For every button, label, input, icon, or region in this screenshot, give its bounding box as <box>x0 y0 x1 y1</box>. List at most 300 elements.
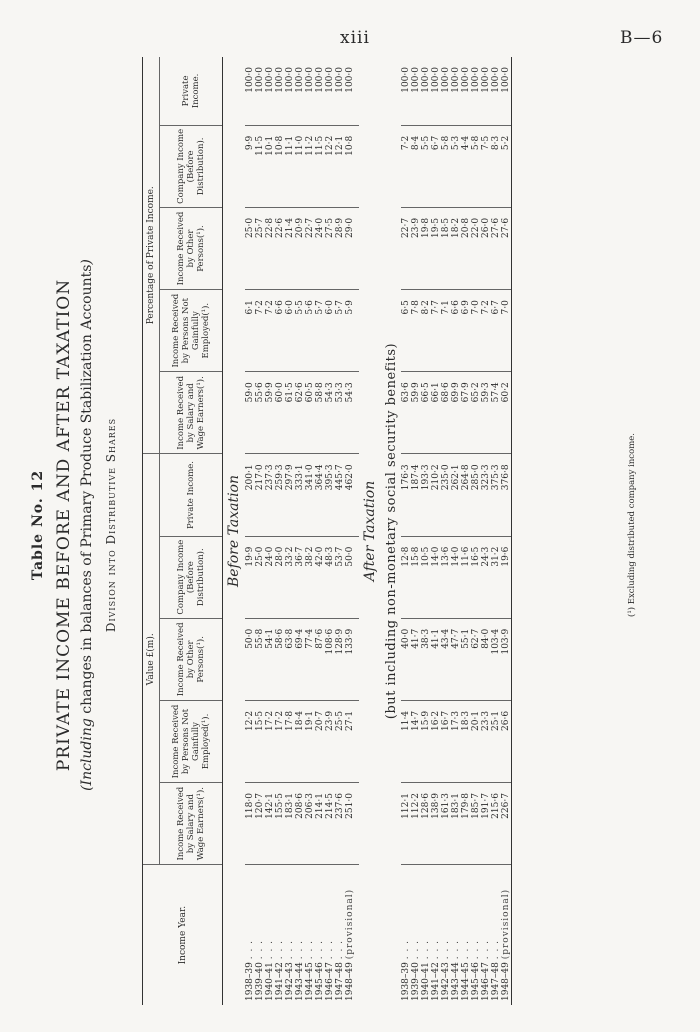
company-value-cell: 19·6 <box>501 536 512 618</box>
col-other-pct: Income Received by Other Persons(¹). <box>160 207 223 289</box>
salary-value-cell: 155·5 <box>275 783 285 865</box>
company-value-cell: 36·7 <box>295 536 305 618</box>
not-employed-pct-cell: 5·7 <box>335 290 345 372</box>
subtitle-italic: Including <box>79 718 95 786</box>
leader-dots: . . . <box>451 939 461 960</box>
after-taxation-row <box>461 57 471 1005</box>
after-taxation-row <box>411 57 421 1005</box>
income-year-cell <box>491 865 501 1005</box>
private-pct-cell: 100·0 <box>285 57 295 125</box>
income-year-cell <box>315 865 325 1005</box>
salary-pct-cell: 59·3 <box>481 372 491 454</box>
private-value-cell: 375·3 <box>491 454 501 536</box>
salary-pct-cell: 66·1 <box>431 372 441 454</box>
company-value-cell: 42·0 <box>315 536 325 618</box>
company-value-cell: 14·0 <box>431 536 441 618</box>
salary-pct-cell: 63·6 <box>401 372 411 454</box>
leader-dots: (provisional) <box>345 888 355 960</box>
leader-dots: . . . <box>275 939 285 960</box>
company-pct-cell: 10·8 <box>345 125 355 207</box>
income-year-cell <box>245 865 255 1005</box>
other-value-cell: 63·8 <box>285 618 295 700</box>
other-value-cell: 55·8 <box>255 618 265 700</box>
year-label: 1943–44 <box>295 962 305 1001</box>
not-employed-pct-cell: 7·0 <box>471 290 481 372</box>
other-pct-cell: 29·0 <box>345 207 355 289</box>
not-employed-pct-cell: 6·7 <box>491 290 501 372</box>
private-value-cell: 395·3 <box>325 454 335 536</box>
other-value-cell: 40·0 <box>401 618 411 700</box>
income-year-cell <box>335 865 345 1005</box>
other-value-cell: 103·4 <box>491 618 501 700</box>
company-pct-cell: 11·5 <box>315 125 325 207</box>
other-value-cell: 54·1 <box>265 618 275 700</box>
before-taxation-row <box>255 57 265 1005</box>
after-taxation-row <box>451 57 461 1005</box>
company-pct-cell: 11·1 <box>285 125 295 207</box>
other-pct-cell: 18·2 <box>451 207 461 289</box>
company-value-cell: 19·9 <box>245 536 255 618</box>
income-year-cell <box>421 865 431 1005</box>
other-pct-cell: 27·6 <box>501 207 512 289</box>
subtitle-rest: changes in balances of Primary Produce Stabilization Accounts <box>79 264 95 714</box>
section-before-taxation-row <box>223 57 246 1005</box>
leader-dots: . . . <box>305 939 315 960</box>
leader-dots: (provisional) <box>501 888 511 960</box>
private-pct-cell: 100·0 <box>245 57 255 125</box>
private-pct-cell: 100·0 <box>275 57 285 125</box>
company-pct-cell: 7·5 <box>481 125 491 207</box>
leader-dots: . . . <box>285 939 295 960</box>
income-year-cell <box>461 865 471 1005</box>
other-value-cell: 43·4 <box>441 618 451 700</box>
leader-dots: . . . <box>265 939 275 960</box>
income-year-cell <box>325 865 335 1005</box>
private-value-cell: 364·4 <box>315 454 325 536</box>
company-pct-cell: 8·3 <box>491 125 501 207</box>
page-code: B—6 <box>620 28 664 48</box>
other-pct-cell: 21·4 <box>285 207 295 289</box>
salary-value-cell: 120·7 <box>255 783 265 865</box>
salary-pct-cell: 66·5 <box>421 372 431 454</box>
col-other-value: Income Received by Other Persons(¹). <box>160 618 223 700</box>
not-employed-value-cell: 18·3 <box>461 700 471 782</box>
column-header-row <box>160 57 223 1005</box>
table-title: PRIVATE INCOME BEFORE AND AFTER TAXATION <box>54 278 74 772</box>
company-value-cell: 33·2 <box>285 536 295 618</box>
not-employed-value-cell: 16·7 <box>441 700 451 782</box>
not-employed-pct-cell: 6·0 <box>285 290 295 372</box>
company-pct-cell: 5·5 <box>421 125 431 207</box>
col-salary-value: Income Received by Salary and Wage Earners(¹). <box>160 783 223 865</box>
salary-pct-cell: 59·9 <box>411 372 421 454</box>
not-employed-value-cell: 17·2 <box>265 700 275 782</box>
income-year-cell <box>275 865 285 1005</box>
other-value-cell: 38·3 <box>421 618 431 700</box>
salary-pct-cell: 65·2 <box>471 372 481 454</box>
other-value-cell: 50·0 <box>245 618 255 700</box>
salary-value-cell: 128·6 <box>421 783 431 865</box>
not-employed-value-cell: 17·2 <box>275 700 285 782</box>
salary-value-cell: 112·2 <box>411 783 421 865</box>
other-value-cell: 77·4 <box>305 618 315 700</box>
year-label: 1942–43 <box>441 962 451 1001</box>
year-label: 1941–42 <box>275 962 285 1001</box>
private-value-cell: 210·2 <box>431 454 441 536</box>
salary-value-cell: 214·1 <box>315 783 325 865</box>
salary-value-cell: 191·7 <box>481 783 491 865</box>
section-after-taxation: After Taxation <box>362 480 378 582</box>
col-not-employed-pct: Income Received by Persons Not Gainfully Employed(¹). <box>160 290 223 372</box>
private-value-cell: 259·3 <box>275 454 285 536</box>
not-employed-value-cell: 20·1 <box>471 700 481 782</box>
income-year-cell <box>481 865 491 1005</box>
not-employed-pct-cell: 6·1 <box>245 290 255 372</box>
salary-pct-cell: 60·5 <box>305 372 315 454</box>
year-label: 1945–46 <box>471 962 481 1001</box>
company-pct-cell: 7·2 <box>401 125 411 207</box>
private-value-cell: 462·0 <box>345 454 355 536</box>
company-value-cell: 15·8 <box>411 536 421 618</box>
leader-dots: . . . <box>315 939 325 960</box>
not-employed-pct-cell: 6·0 <box>325 290 335 372</box>
private-pct-cell: 100·0 <box>491 57 501 125</box>
before-taxation-row <box>295 57 305 1005</box>
company-value-cell: 11·6 <box>461 536 471 618</box>
not-employed-pct-cell: 7·1 <box>441 290 451 372</box>
salary-value-cell: 183·1 <box>451 783 461 865</box>
private-value-cell: 193·3 <box>421 454 431 536</box>
company-value-cell: 53·7 <box>335 536 345 618</box>
footnote: (¹) Excluding distributed company income. <box>627 433 637 617</box>
company-value-cell: 25·0 <box>255 536 265 618</box>
other-pct-cell: 22·8 <box>265 207 275 289</box>
leader-dots: . . . <box>441 939 451 960</box>
division-heading: Division into Distributive Shares <box>104 417 118 633</box>
other-pct-cell: 22·0 <box>471 207 481 289</box>
before-taxation-row <box>285 57 295 1005</box>
private-pct-cell: 100·0 <box>325 57 335 125</box>
not-employed-value-cell: 26·6 <box>501 700 512 782</box>
col-not-employed-value: Income Received by Persons Not Gainfully Employed(¹). <box>160 700 223 782</box>
not-employed-value-cell: 25·5 <box>335 700 345 782</box>
rotated-table-page <box>30 45 670 1005</box>
not-employed-pct-cell: 7·0 <box>501 290 512 372</box>
table-number: Table No. 12 <box>30 469 46 581</box>
leader-dots: . . . <box>411 939 421 960</box>
not-employed-pct-cell: 5·9 <box>345 290 355 372</box>
not-employed-value-cell: 23·9 <box>325 700 335 782</box>
before-taxation-row <box>335 57 345 1005</box>
after-taxation-row <box>431 57 441 1005</box>
leader-dots: . . . <box>431 939 441 960</box>
other-value-cell: 41·7 <box>411 618 421 700</box>
col-private-value: Private Income. <box>160 454 223 536</box>
year-label: 1948–49 <box>501 962 511 1001</box>
private-pct-cell: 100·0 <box>451 57 461 125</box>
income-year-cell <box>285 865 295 1005</box>
leader-dots: . . . <box>335 939 345 960</box>
company-pct-cell: 5·8 <box>471 125 481 207</box>
other-pct-cell: 28·9 <box>335 207 345 289</box>
income-year-cell <box>471 865 481 1005</box>
company-value-cell: 31·2 <box>491 536 501 618</box>
other-pct-cell: 18·5 <box>441 207 451 289</box>
private-value-cell: 264·8 <box>461 454 471 536</box>
leader-dots: . . . <box>325 939 335 960</box>
other-value-cell: 128·9 <box>335 618 345 700</box>
not-employed-pct-cell: 6·5 <box>401 290 411 372</box>
other-value-cell: 103·9 <box>501 618 512 700</box>
company-pct-cell: 10·8 <box>275 125 285 207</box>
after-taxation-row <box>401 57 411 1005</box>
not-employed-value-cell: 27·1 <box>345 700 355 782</box>
other-pct-cell: 22·6 <box>275 207 285 289</box>
company-value-cell: 38·2 <box>305 536 315 618</box>
salary-value-cell: 142·1 <box>265 783 275 865</box>
after-taxation-row <box>441 57 451 1005</box>
year-label: 1947–48 <box>335 962 345 1001</box>
company-value-cell: 13·6 <box>441 536 451 618</box>
private-value-cell: 323·3 <box>481 454 491 536</box>
not-employed-value-cell: 15·9 <box>421 700 431 782</box>
not-employed-value-cell: 18·4 <box>295 700 305 782</box>
private-pct-cell: 100·0 <box>411 57 421 125</box>
year-label: 1942–43 <box>285 962 295 1001</box>
leader-dots: . . . <box>471 939 481 960</box>
company-pct-cell: 5·8 <box>441 125 451 207</box>
not-employed-pct-cell: 5·5 <box>295 290 305 372</box>
private-pct-cell: 100·0 <box>345 57 355 125</box>
other-pct-cell: 27·6 <box>491 207 501 289</box>
salary-value-cell: 138·9 <box>431 783 441 865</box>
table-subtitle: (Including changes in balances of Primary Produce Stabilization Accounts) <box>79 259 95 791</box>
company-pct-cell: 11·5 <box>255 125 265 207</box>
other-value-cell: 108·6 <box>325 618 335 700</box>
salary-value-cell: 161·3 <box>441 783 451 865</box>
salary-pct-cell: 53·3 <box>335 372 345 454</box>
company-pct-cell: 12·1 <box>335 125 345 207</box>
other-pct-cell: 22·7 <box>305 207 315 289</box>
salary-value-cell: 214·5 <box>325 783 335 865</box>
private-value-cell: 187·4 <box>411 454 421 536</box>
not-employed-pct-cell: 7·2 <box>481 290 491 372</box>
private-pct-cell: 100·0 <box>461 57 471 125</box>
private-pct-cell: 100·0 <box>481 57 491 125</box>
not-employed-value-cell: 14·7 <box>411 700 421 782</box>
private-pct-cell: 100·0 <box>431 57 441 125</box>
other-value-cell: 41·1 <box>431 618 441 700</box>
income-table <box>142 57 512 1005</box>
salary-pct-cell: 67·9 <box>461 372 471 454</box>
year-label: 1945–46 <box>315 962 325 1001</box>
salary-pct-cell: 60·2 <box>501 372 512 454</box>
leader-dots: . . . <box>401 939 411 960</box>
col-private-pct: Private Income. <box>160 57 223 125</box>
salary-value-cell: 237·6 <box>335 783 345 865</box>
income-year-cell <box>295 865 305 1005</box>
salary-value-cell: 226·7 <box>501 783 512 865</box>
year-label: 1938–39 <box>401 962 411 1001</box>
private-pct-cell: 100·0 <box>305 57 315 125</box>
col-salary-pct: Income Received by Salary and Wage Earners(¹). <box>160 372 223 454</box>
other-value-cell: 55·1 <box>461 618 471 700</box>
after-taxation-row <box>491 57 501 1005</box>
private-value-cell: 341·0 <box>305 454 315 536</box>
salary-value-cell: 179·8 <box>461 783 471 865</box>
group-value: Value £(m). <box>143 454 160 865</box>
year-label: 1940–41 <box>265 962 275 1001</box>
company-value-cell: 12·8 <box>401 536 411 618</box>
other-pct-cell: 20·8 <box>461 207 471 289</box>
leader-dots: . . . <box>421 939 431 960</box>
private-value-cell: 176·3 <box>401 454 411 536</box>
salary-pct-cell: 61·5 <box>285 372 295 454</box>
private-pct-cell: 100·0 <box>315 57 325 125</box>
not-employed-pct-cell: 7·2 <box>265 290 275 372</box>
private-value-cell: 217·0 <box>255 454 265 536</box>
before-taxation-row <box>325 57 335 1005</box>
year-label: 1939–40 <box>255 962 265 1001</box>
company-pct-cell: 11·0 <box>295 125 305 207</box>
after-taxation-row <box>481 57 491 1005</box>
section-before-taxation: Before Taxation <box>226 475 242 587</box>
before-taxation-row <box>345 57 355 1005</box>
private-pct-cell: 100·0 <box>295 57 305 125</box>
other-pct-cell: 23·9 <box>411 207 421 289</box>
year-label: 1944–45 <box>461 962 471 1001</box>
other-pct-cell: 19·5 <box>431 207 441 289</box>
other-pct-cell: 26·0 <box>481 207 491 289</box>
other-value-cell: 133·9 <box>345 618 355 700</box>
leader-dots: . . . <box>245 939 255 960</box>
salary-pct-cell: 62·6 <box>295 372 305 454</box>
private-pct-cell: 100·0 <box>471 57 481 125</box>
not-employed-value-cell: 11·4 <box>401 700 411 782</box>
not-employed-value-cell: 17·8 <box>285 700 295 782</box>
salary-value-cell: 208·6 <box>295 783 305 865</box>
private-value-cell: 235·0 <box>441 454 451 536</box>
leader-dots: . . . <box>481 939 491 960</box>
not-employed-value-cell: 19·1 <box>305 700 315 782</box>
salary-pct-cell: 54·3 <box>345 372 355 454</box>
salary-pct-cell: 58·8 <box>315 372 325 454</box>
salary-pct-cell: 54·3 <box>325 372 335 454</box>
private-pct-cell: 100·0 <box>501 57 512 125</box>
company-value-cell: 24·0 <box>265 536 275 618</box>
company-pct-cell: 10·1 <box>265 125 275 207</box>
company-pct-cell: 8·4 <box>411 125 421 207</box>
not-employed-value-cell: 25·1 <box>491 700 501 782</box>
private-pct-cell: 100·0 <box>255 57 265 125</box>
year-label: 1940–41 <box>421 962 431 1001</box>
other-pct-cell: 24·0 <box>315 207 325 289</box>
year-label: 1946–47 <box>481 962 491 1001</box>
year-label: 1939–40 <box>411 962 421 1001</box>
other-value-cell: 84·0 <box>481 618 491 700</box>
year-label: 1943–44 <box>451 962 461 1001</box>
before-taxation-row <box>305 57 315 1005</box>
not-employed-value-cell: 12·2 <box>245 700 255 782</box>
other-pct-cell: 25·7 <box>255 207 265 289</box>
private-value-cell: 200·1 <box>245 454 255 536</box>
salary-value-cell: 185·7 <box>471 783 481 865</box>
salary-pct-cell: 55·6 <box>255 372 265 454</box>
salary-pct-cell: 68·6 <box>441 372 451 454</box>
other-value-cell: 58·6 <box>275 618 285 700</box>
company-value-cell: 10·5 <box>421 536 431 618</box>
salary-pct-cell: 69·9 <box>451 372 461 454</box>
other-pct-cell: 27·5 <box>325 207 335 289</box>
income-year-cell <box>441 865 451 1005</box>
company-value-cell: 28·0 <box>275 536 285 618</box>
other-pct-cell: 22·7 <box>401 207 411 289</box>
income-year-cell <box>401 865 411 1005</box>
private-value-cell: 262·1 <box>451 454 461 536</box>
year-label: 1938–39 <box>245 962 255 1001</box>
after-taxation-row <box>471 57 481 1005</box>
not-employed-pct-cell: 5·6 <box>305 290 315 372</box>
not-employed-pct-cell: 7·7 <box>431 290 441 372</box>
not-employed-pct-cell: 7·2 <box>255 290 265 372</box>
not-employed-value-cell: 20·7 <box>315 700 325 782</box>
salary-value-cell: 112·1 <box>401 783 411 865</box>
salary-pct-cell: 59·9 <box>265 372 275 454</box>
other-pct-cell: 19·8 <box>421 207 431 289</box>
company-pct-cell: 9·9 <box>245 125 255 207</box>
before-taxation-row <box>315 57 325 1005</box>
company-pct-cell: 11·2 <box>305 125 315 207</box>
other-pct-cell: 25·0 <box>245 207 255 289</box>
leader-dots: . . . <box>461 939 471 960</box>
not-employed-pct-cell: 6·6 <box>275 290 285 372</box>
year-label: 1944–45 <box>305 962 315 1001</box>
company-pct-cell: 12·2 <box>325 125 335 207</box>
year-label: 1941–42 <box>431 962 441 1001</box>
income-year-cell <box>451 865 461 1005</box>
section-after-taxation-row <box>359 57 381 1005</box>
group-percentage: Percentage of Private Income. <box>143 57 160 454</box>
income-year-cell <box>265 865 275 1005</box>
income-year-cell <box>501 865 512 1005</box>
not-employed-value-cell: 23·3 <box>481 700 491 782</box>
other-value-cell: 62·7 <box>471 618 481 700</box>
private-value-cell: 237·3 <box>265 454 275 536</box>
income-year-cell <box>255 865 265 1005</box>
company-value-cell: 48·3 <box>325 536 335 618</box>
not-employed-pct-cell: 6·9 <box>461 290 471 372</box>
not-employed-pct-cell: 7·8 <box>411 290 421 372</box>
before-taxation-row <box>245 57 255 1005</box>
other-value-cell: 87·6 <box>315 618 325 700</box>
before-taxation-row <box>275 57 285 1005</box>
income-year-cell <box>431 865 441 1005</box>
salary-value-cell: 251·0 <box>345 783 355 865</box>
company-pct-cell: 5·3 <box>451 125 461 207</box>
company-pct-cell: 6·7 <box>431 125 441 207</box>
leader-dots: . . . <box>295 939 305 960</box>
group-header-row <box>143 57 160 1005</box>
page-number: xiii <box>340 28 370 48</box>
other-value-cell: 69·4 <box>295 618 305 700</box>
leader-dots: . . . <box>255 939 265 960</box>
private-pct-cell: 100·0 <box>441 57 451 125</box>
company-value-cell: 16·5 <box>471 536 481 618</box>
year-label: 1947–48 <box>491 962 501 1001</box>
private-pct-cell: 100·0 <box>401 57 411 125</box>
year-label: 1946–47 <box>325 962 335 1001</box>
company-value-cell: 24·3 <box>481 536 491 618</box>
